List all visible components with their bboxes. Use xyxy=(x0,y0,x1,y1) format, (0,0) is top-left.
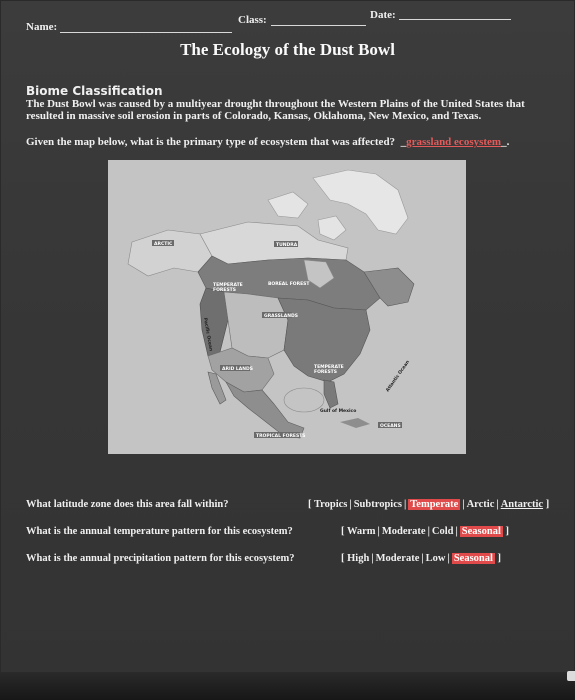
question-temperature: What is the annual temperature pattern for this ecosystem? xyxy=(26,526,293,537)
map-label-temperate-forests-east: TEMPERATE FORESTS xyxy=(314,365,344,375)
class-label: Class: xyxy=(238,14,267,26)
map-label-grasslands: GRASSLANDS xyxy=(264,314,299,319)
option-high[interactable]: High xyxy=(347,553,370,564)
main-question: Given the map below, what is the primary type of ecosystem that was affected? _grassland ecosystem_. xyxy=(26,136,510,148)
intro-paragraph: The Dust Bowl was caused by a multiyear drought throughout the Western Plains of the United States that resulted in massive soil erosion in parts of Colorado, Kansas, Oklahoma, New Mexico, and Texas. xyxy=(26,98,525,122)
map-label-temperate-forests-west: TEMPERATE FORESTS xyxy=(213,283,243,293)
biome-map xyxy=(108,160,466,454)
page-title: The Ecology of the Dust Bowl xyxy=(180,40,395,59)
option-cold[interactable]: Cold xyxy=(431,526,454,537)
map-label-pacific-ocean: Pacific Ocean xyxy=(202,317,213,352)
option-antarctic[interactable]: Antarctic xyxy=(500,499,544,510)
corner-tab[interactable] xyxy=(567,671,575,681)
map-label-gulf-of-mexico: Gulf of Mexico xyxy=(320,409,357,414)
north-america-map xyxy=(108,160,466,454)
class-field[interactable] xyxy=(271,25,366,26)
question-latitude: What latitude zone does this area fall within? xyxy=(26,499,229,510)
option-tropics[interactable]: Tropics xyxy=(313,499,348,510)
option-moderate[interactable]: Moderate xyxy=(381,526,426,537)
map-label-tundra: TUNDRA xyxy=(276,243,298,248)
date-field[interactable] xyxy=(399,19,511,20)
map-label-arctic: ARCTIC xyxy=(154,242,173,247)
option-seasonal[interactable]: Seasonal xyxy=(453,553,493,564)
name-field[interactable] xyxy=(60,32,232,33)
main-question-answer[interactable]: grassland ecosystem xyxy=(406,136,502,148)
latitude-options: [ Tropics | Subtropics | Temperate | Arctic | Antarctic ] xyxy=(308,499,550,510)
map-label-boreal-forest: BOREAL FOREST xyxy=(268,282,310,287)
bottom-bar xyxy=(0,672,575,700)
option-seasonal[interactable]: Seasonal xyxy=(461,526,501,537)
question-precipitation: What is the annual precipitation pattern for this ecosystem? xyxy=(26,553,295,564)
map-label-oceans: OCEANS xyxy=(380,424,401,429)
section-heading: Biome Classification xyxy=(26,84,163,98)
map-label-arid-lands: ARID LANDS xyxy=(222,367,254,372)
date-label: Date: xyxy=(370,9,396,21)
option-moderate[interactable]: Moderate xyxy=(375,553,420,564)
option-warm[interactable]: Warm xyxy=(346,526,376,537)
map-label-atlantic-ocean: Atlantic Ocean xyxy=(385,359,411,394)
option-low[interactable]: Low xyxy=(425,553,446,564)
main-question-text: Given the map below, what is the primary type of ecosystem that was affected? xyxy=(26,136,396,148)
option-subtropics[interactable]: Subtropics xyxy=(353,499,402,510)
map-label-tropical-forests: TROPICAL FORESTS xyxy=(256,434,306,439)
precipitation-options: [ High | Moderate | Low | Seasonal ] xyxy=(341,553,502,564)
option-arctic[interactable]: Arctic xyxy=(466,499,495,510)
name-label: Name: xyxy=(26,21,58,33)
temperature-options: [ Warm | Moderate | Cold | Seasonal ] xyxy=(341,526,509,537)
option-temperate[interactable]: Temperate xyxy=(410,499,459,510)
